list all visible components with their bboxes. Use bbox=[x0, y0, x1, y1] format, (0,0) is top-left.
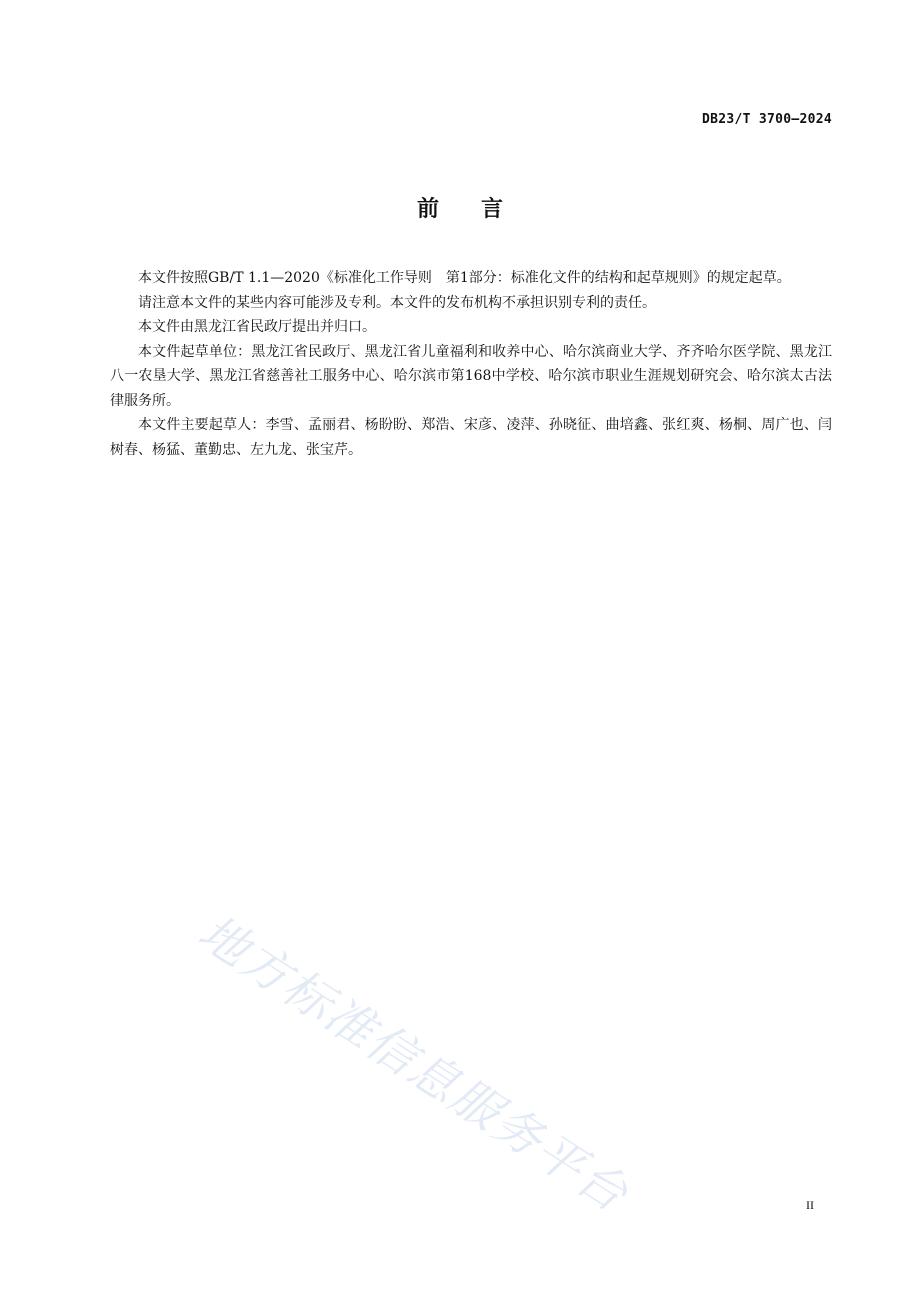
paragraph-patent-notice: 请注意本文件的某些内容可能涉及专利。本文件的发布机构不承担识别专利的责任。 bbox=[138, 294, 656, 311]
document-code: DB23/T 3700—2024 bbox=[701, 112, 832, 127]
page-title: 前言 bbox=[416, 197, 545, 222]
paragraph-proposer: 本文件由黑龙江省民政厅提出并归口。 bbox=[138, 319, 376, 335]
preface-body bbox=[110, 266, 832, 462]
paragraph-drafting-units: 本文件起草单位：黑龙江省民政厅、黑龙江省儿童福利和收养中心、哈尔滨商业大学、齐齐哈尔医学院、黑龙江八一农垦大学、黑龙江省慈善社工服务中心、哈尔滨市第168中学校、哈尔滨市职业生涯规划研究会、哈尔滨太古法律服务所。 bbox=[110, 343, 832, 409]
paragraph-drafters: 本文件主要起草人：李雪、孟丽君、杨盼盼、郑浩、宋彦、凌萍、孙晓征、曲培鑫、张红爽、杨桐、周广也、闫树春、杨猛、董勤忠、左九龙、张宝芹。 bbox=[110, 417, 832, 458]
page-number: II bbox=[806, 1198, 814, 1212]
watermark: 地方标准信息服务平台 bbox=[188, 904, 639, 1224]
paragraph-drafting-rules: 本文件按照GB/T 1.1—2020《标准化工作导则 第1部分：标准化文件的结构和起草规则》的规定起草。 bbox=[138, 270, 791, 286]
